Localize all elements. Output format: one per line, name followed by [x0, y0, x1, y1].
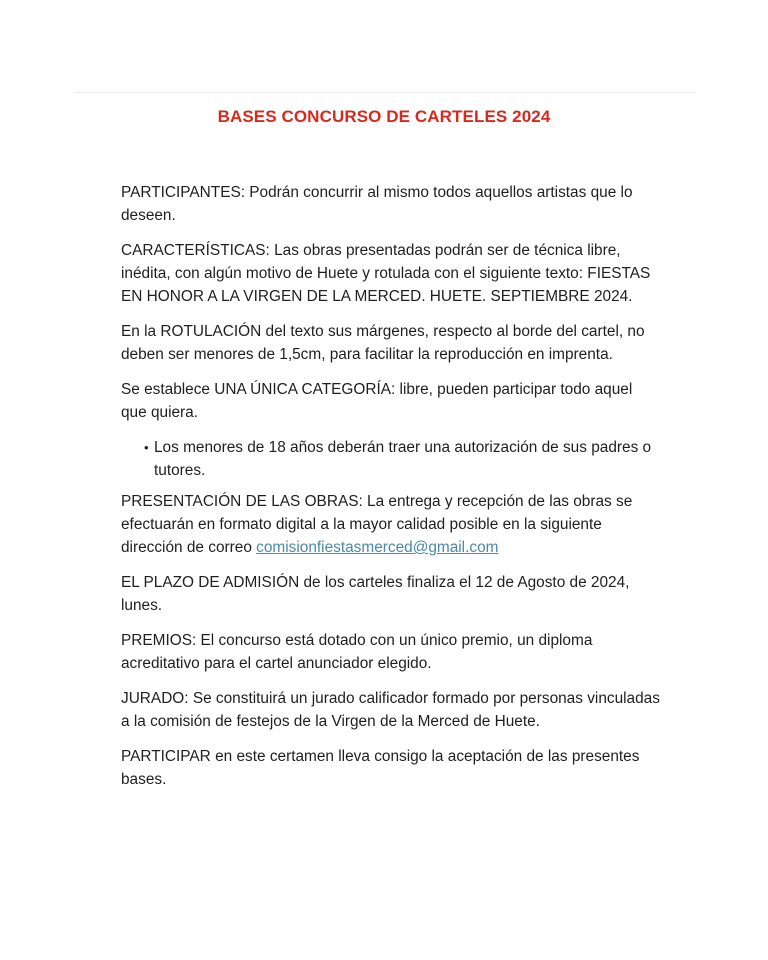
- presentacion-text: PRESENTACIÓN DE LAS OBRAS: La entrega y recepción de las obras se efectuarán en formato digital a la mayor calidad posible en la siguiente dirección de correo: [121, 493, 633, 556]
- presentacion-paragraph: [121, 490, 661, 559]
- bullet-text: Los menores de 18 años deberán traer una autorización de sus padres o tutores.: [154, 439, 652, 479]
- plazo-paragraph: EL PLAZO DE ADMISIÓN de los carteles finaliza el 12 de Agosto de 2024, lunes.: [121, 574, 630, 614]
- email-link[interactable]: comisionfiestasmerced@gmail.com: [256, 539, 499, 556]
- list-item: [144, 436, 661, 482]
- rotulacion-paragraph: En la ROTULACIÓN del texto sus márgenes, respecto al borde del cartel, no deben ser menores de 1,5cm, para facilitar la reproducción en imprenta.: [121, 323, 645, 363]
- top-divider: [74, 92, 696, 93]
- bullet-list: [121, 436, 661, 482]
- jurado-paragraph: JURADO: Se constituirá un jurado calificador formado por personas vinculadas a la comisión de festejos de la Virgen de la Merced de Huete.: [121, 690, 660, 730]
- participar-paragraph: PARTICIPAR en este certamen lleva consigo la aceptación de las presentes bases.: [121, 748, 640, 788]
- caracteristicas-paragraph: CARACTERÍSTICAS: Las obras presentadas podrán ser de técnica libre, inédita, con algún motivo de Huete y rotulada con el siguiente texto: FIESTAS EN HONOR A LA VIRGEN DE LA MERCED. HUETE. SEPTIEMBRE 2024.: [121, 242, 651, 305]
- premios-paragraph: PREMIOS: El concurso está dotado con un único premio, un diploma acreditativo para el cartel anunciador elegido.: [121, 632, 593, 672]
- bullet-icon: •: [144, 440, 149, 455]
- document-title: BASES CONCURSO DE CARTELES 2024: [217, 107, 551, 126]
- categoria-paragraph: Se establece UNA ÚNICA CATEGORÍA: libre, pueden participar todo aquel que quiera.: [121, 381, 633, 421]
- document-body: [121, 181, 661, 803]
- participantes-paragraph: PARTICIPANTES: Podrán concurrir al mismo todos aquellos artistas que lo deseen.: [121, 184, 633, 224]
